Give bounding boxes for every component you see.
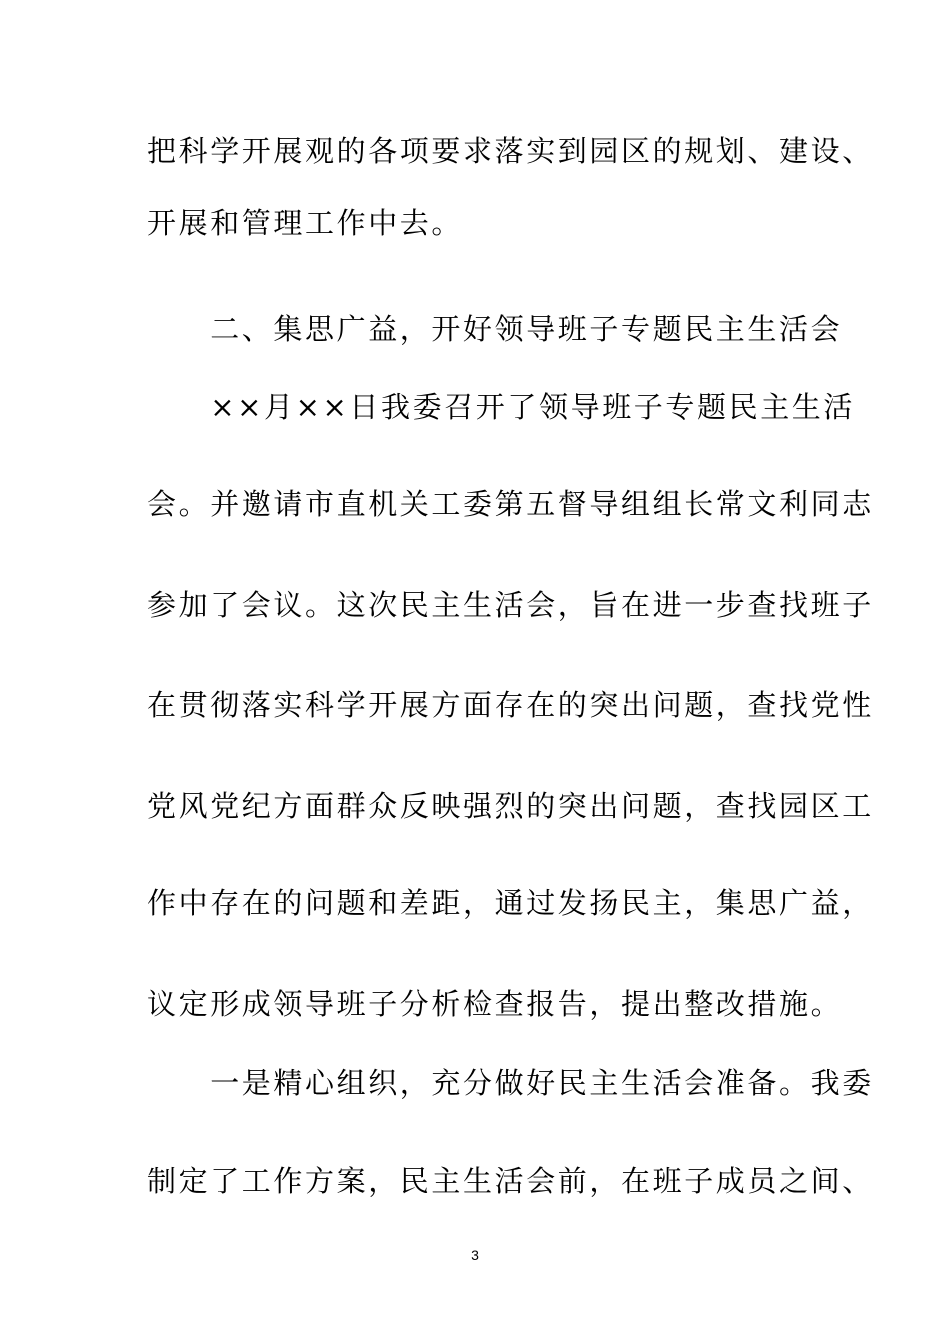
section-heading: 二、集思广益，开好领导班子专题民主生活会 [147, 312, 843, 346]
page-number: 3 [471, 1247, 479, 1263]
text-line: 会。并邀请市直机关工委第五督导组组长常文利同志 [147, 487, 874, 521]
text-line: 把科学开展观的各项要求落实到园区的规划、建设、 [147, 134, 874, 168]
text-line: 作中存在的问题和差距，通过发扬民主，集思广益， [147, 886, 874, 920]
text-line: 参加了会议。这次民主生活会，旨在进一步查找班子 [147, 588, 874, 622]
text-line: 党风党纪方面群众反映强烈的突出问题，查找园区工 [147, 789, 874, 823]
text-line: 在贯彻落实科学开展方面存在的突出问题，查找党性 [147, 688, 874, 722]
text-line: ××月××日我委召开了领导班子专题民主生活 [147, 390, 855, 424]
text-line: 制定了工作方案，民主生活会前，在班子成员之间、 [147, 1164, 874, 1198]
text-line: 一是精心组织，充分做好民主生活会准备。我委 [147, 1066, 874, 1100]
text-line: 开展和管理工作中去。 [147, 206, 464, 240]
text-line: 议定形成领导班子分析检查报告，提出整改措施。 [147, 987, 843, 1021]
